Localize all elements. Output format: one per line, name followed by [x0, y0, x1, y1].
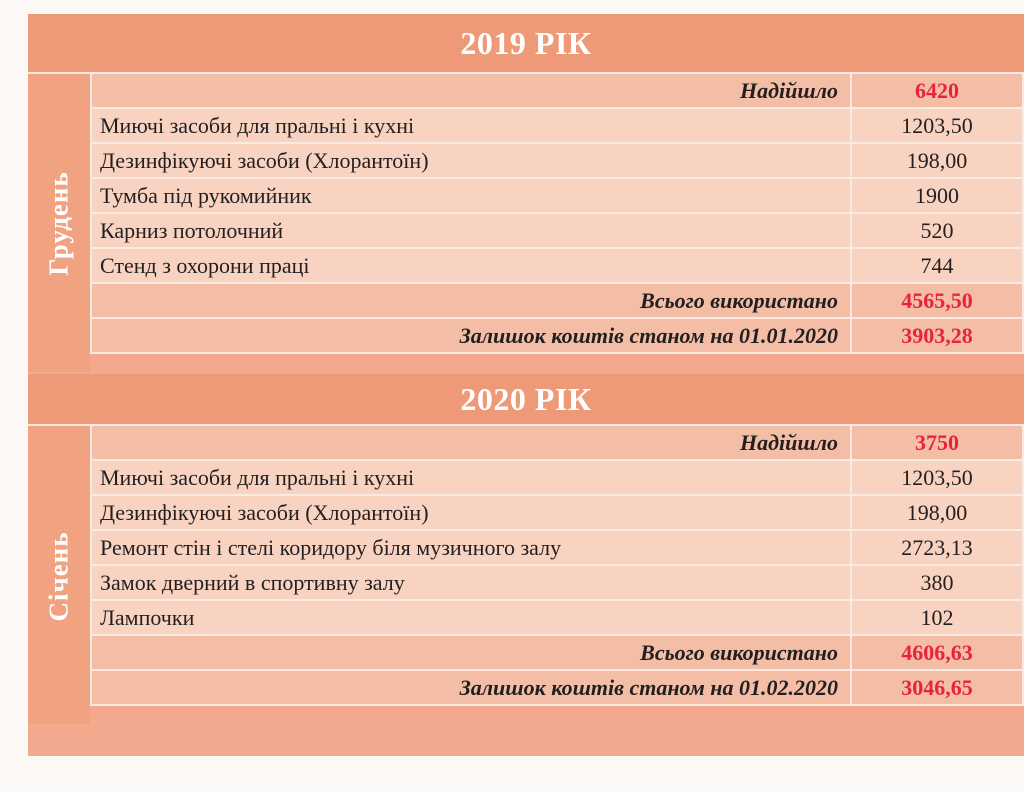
table-row: [91, 178, 1023, 213]
table-row: [91, 213, 1023, 248]
expense-table-2020: [90, 424, 1024, 706]
item-value: 1203,50: [851, 108, 1023, 143]
balance-row: [91, 318, 1023, 353]
item-name: Миючі засоби для пральні і кухні: [91, 460, 851, 495]
item-value: 1203,50: [851, 460, 1023, 495]
table-row: [91, 143, 1023, 178]
balance-row: [91, 670, 1023, 705]
month-label-january: [28, 424, 90, 726]
total-used-value: 4606,63: [851, 635, 1023, 670]
table-row: [91, 495, 1023, 530]
table-row: [91, 248, 1023, 283]
item-name: Лампочки: [91, 600, 851, 635]
year-2020-header: 2020 РІК: [28, 374, 1024, 424]
total-used-value: 4565,50: [851, 283, 1023, 318]
month-label-text: Грудень: [43, 170, 74, 276]
total-used-row: [91, 635, 1023, 670]
item-value: 102: [851, 600, 1023, 635]
total-used-label: Всього використано: [91, 283, 851, 318]
item-value: 744: [851, 248, 1023, 283]
table-row: [91, 600, 1023, 635]
item-value: 2723,13: [851, 530, 1023, 565]
item-name: Миючі засоби для пральні і кухні: [91, 108, 851, 143]
balance-value: 3903,28: [851, 318, 1023, 353]
item-name: Стенд з охорони праці: [91, 248, 851, 283]
footer-band: [28, 724, 1024, 756]
item-value: 1900: [851, 178, 1023, 213]
item-name: Тумба під рукомийник: [91, 178, 851, 213]
month-label-text: Січень: [43, 530, 74, 622]
item-name: Замок дверний в спортивну залу: [91, 565, 851, 600]
year-2019-header: 2019 РІК: [28, 14, 1024, 72]
table-row: [91, 565, 1023, 600]
month-label-december: [28, 72, 90, 372]
item-name: Карниз потолочний: [91, 213, 851, 248]
item-name: Дезинфікуючі засоби (Хлорантоїн): [91, 495, 851, 530]
balance-label: Залишок коштів станом на 01.02.2020: [91, 670, 851, 705]
table-row: [91, 460, 1023, 495]
total-used-label: Всього використано: [91, 635, 851, 670]
item-name: Дезинфікуючі засоби (Хлорантоїн): [91, 143, 851, 178]
received-value: 6420: [851, 73, 1023, 108]
received-label: Надійшло: [91, 425, 851, 460]
expense-report-sheet: [28, 14, 1024, 756]
received-value: 3750: [851, 425, 1023, 460]
received-row: [91, 425, 1023, 460]
total-used-row: [91, 283, 1023, 318]
balance-label: Залишок коштів станом на 01.01.2020: [91, 318, 851, 353]
received-row: [91, 73, 1023, 108]
received-label: Надійшло: [91, 73, 851, 108]
table-row: [91, 108, 1023, 143]
table-row: [91, 530, 1023, 565]
item-value: 198,00: [851, 143, 1023, 178]
item-name: Ремонт стін і стелі коридору біля музичного залу: [91, 530, 851, 565]
expense-table-2019: [90, 72, 1024, 354]
item-value: 380: [851, 565, 1023, 600]
item-value: 520: [851, 213, 1023, 248]
balance-value: 3046,65: [851, 670, 1023, 705]
item-value: 198,00: [851, 495, 1023, 530]
